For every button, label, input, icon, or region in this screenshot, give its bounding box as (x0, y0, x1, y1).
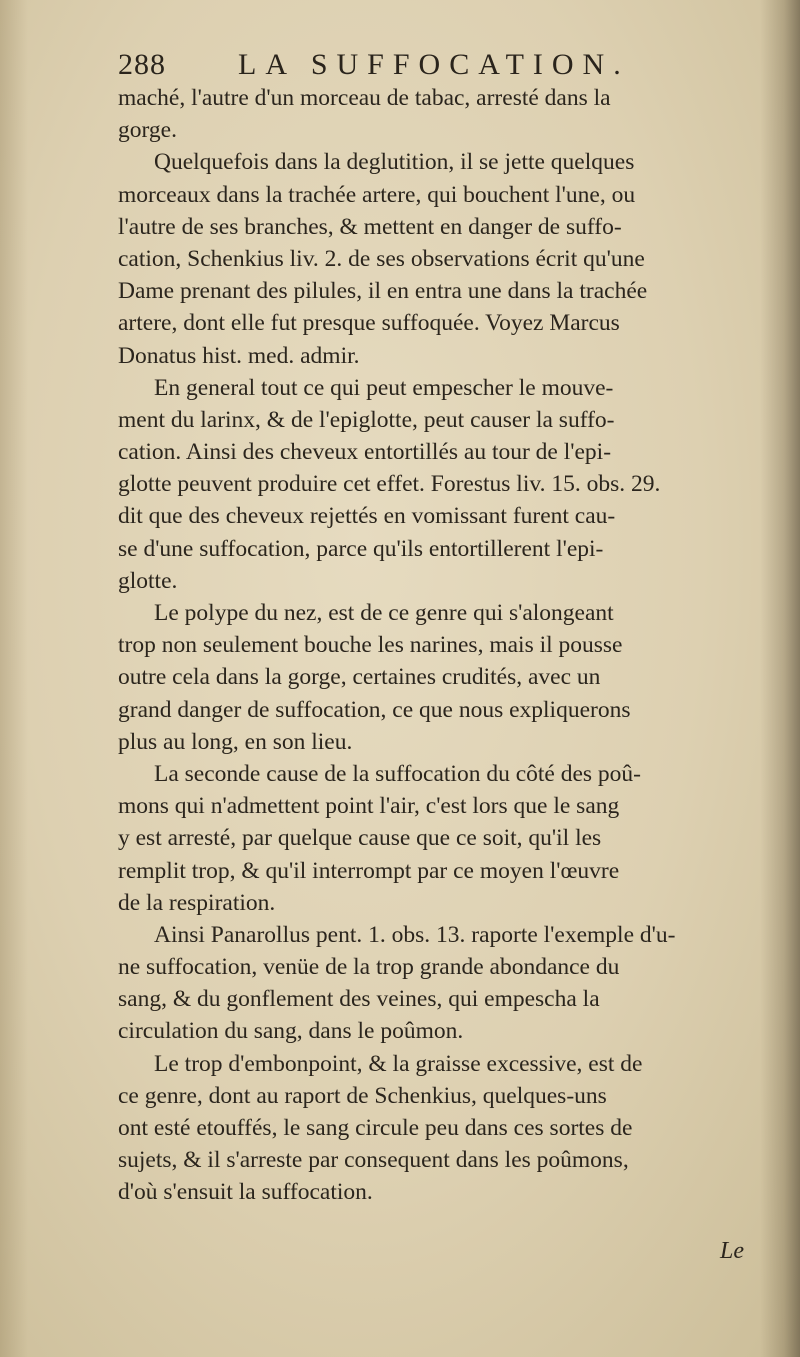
text-line: morceaux dans la trachée artere, qui bouchent l'une, ou (118, 181, 636, 208)
text-line: grand danger de suffocation, ce que nous expliquerons (118, 696, 631, 723)
text-line: cation. Ainsi des cheveux entortillés au tour de l'epi- (118, 439, 612, 466)
text-line: remplit trop, & qu'il interrompt par ce moyen l'œuvre (118, 857, 620, 884)
text-line: d'où s'ensuit la suffocation. (118, 1179, 373, 1206)
text-line: sang, & du gonflement des veines, qui empescha la (118, 986, 600, 1013)
text-line: Dame prenant des pilules, il en entra une dans la trachée (118, 278, 648, 305)
text-line: Donatus hist. med. admir. (118, 342, 360, 369)
running-title: LA SUFFOCATION. (238, 48, 630, 81)
text-line: outre cela dans la gorge, certaines crudités, avec un (118, 664, 601, 691)
text-line: ce genre, dont au raport de Schenkius, quelques-uns (118, 1082, 607, 1109)
text-line: de la respiration. (118, 889, 276, 916)
text-line: glotte. (118, 567, 178, 594)
text-line: circulation du sang, dans le poûmon. (118, 1018, 464, 1045)
text-line: La seconde cause de la suffocation du côté des poû- (154, 760, 642, 787)
text-line: ment du larinx, & de l'epiglotte, peut causer la suffo- (118, 406, 615, 433)
text-line: artere, dont elle fut presque suffoquée. Voyez Marcus (118, 310, 620, 337)
text-line: y est arresté, par quelque cause que ce soit, qu'il les (118, 825, 602, 852)
body-text (118, 82, 760, 1209)
page-gutter-shadow (0, 0, 28, 1357)
text-line: Le trop d'embonpoint, & la graisse excessive, est de (154, 1050, 643, 1077)
text-line: Quelquefois dans la deglutition, il se jette quelques (154, 149, 635, 176)
text-line: trop non seulement bouche les narines, mais il pousse (118, 632, 623, 659)
text-line: Le polype du nez, est de ce genre qui s'alongeant (154, 600, 614, 626)
text-line: glotte peuvent produire cet effet. Forestus liv. 15. obs. 29. (118, 471, 661, 498)
text-line: maché, l'autre d'un morceau de tabac, arresté dans la (118, 85, 611, 111)
text-line: mons qui n'admettent point l'air, c'est lors que le sang (118, 793, 620, 820)
text-line: En general tout ce qui peut empescher le mouve- (154, 374, 614, 401)
catchword: Le (720, 1238, 744, 1264)
text-line: Ainsi Panarollus pent. 1. obs. 13. raporte l'exemple d'u- (154, 921, 676, 948)
text-line: l'autre de ses branches, & mettent en danger de suffo- (118, 213, 622, 240)
text-line: cation, Schenkius liv. 2. de ses observations écrit qu'une (118, 245, 645, 272)
text-line: plus au long, en son lieu. (118, 728, 353, 755)
text-line: gorge. (118, 117, 177, 144)
text-line: ont esté etouffés, le sang circule peu dans ces sortes de (118, 1115, 633, 1141)
page-number: 288 (118, 48, 166, 81)
text-line: sujets, & il s'arreste par consequent dans les poûmons, (118, 1147, 629, 1174)
text-line: ne suffocation, venüe de la trop grande abondance du (118, 954, 620, 981)
text-line: dit que des cheveux rejettés en vomissant furent cau- (118, 503, 616, 530)
text-line: se d'une suffocation, parce qu'ils entortillerent l'epi- (118, 535, 604, 562)
